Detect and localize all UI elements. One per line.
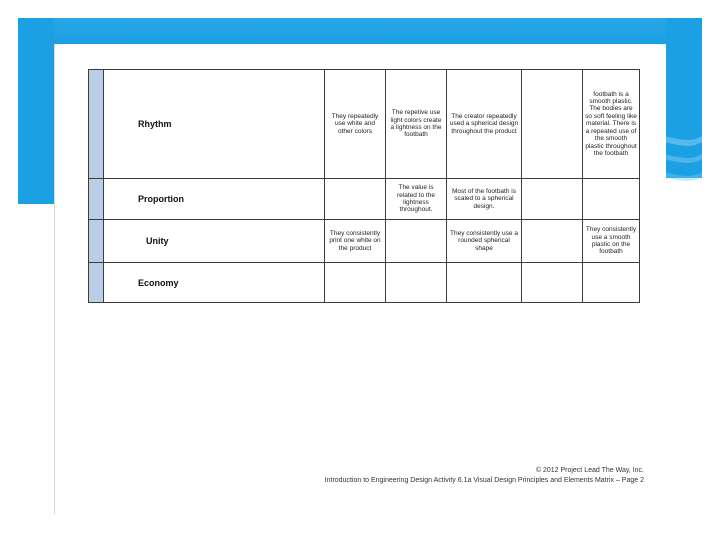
row-label-economy: Economy: [104, 263, 325, 303]
table-cell: [386, 263, 447, 303]
table-cell: [325, 263, 386, 303]
slide-frame-left: [18, 18, 54, 204]
principles-table: [88, 69, 640, 303]
table-row: [89, 179, 640, 220]
table-cell: The creator repeatedly used a spherical design throughout the product: [447, 70, 522, 179]
design-matrix: [88, 69, 640, 303]
table-row: [89, 70, 640, 179]
table-cell: [583, 263, 640, 303]
table-row: [89, 220, 640, 263]
table-cell: Most of the footbath is scaled to a spherical design.: [447, 179, 522, 220]
table-cell: They consistently print one white on the product: [325, 220, 386, 263]
table-cell: They consistently use a smooth plastic on the footbath: [583, 220, 640, 263]
table-cell: The value is related to the lightness throughout.: [386, 179, 447, 220]
table-cell: [522, 179, 583, 220]
page-footer: [325, 466, 644, 486]
row-band: [89, 70, 104, 179]
row-band: [89, 220, 104, 263]
table-cell: [325, 179, 386, 220]
table-cell: [522, 70, 583, 179]
table-cell: footbath is a smooth plastic. The bodies are so soft feeling like material. There is a repeated use of the smooth plastic throughout the footbath: [583, 70, 640, 179]
copyright-text: © 2012 Project Lead The Way, Inc.: [535, 467, 644, 474]
row-label-proportion: Proportion: [104, 179, 325, 220]
table-cell: [583, 179, 640, 220]
table-cell: They repeatedly use white and other colors: [325, 70, 386, 179]
table-cell: [522, 263, 583, 303]
table-cell: [447, 263, 522, 303]
slide-frame-top: [18, 18, 702, 44]
table-cell: The repetive use light colors create a lightness on the footbath: [386, 70, 447, 179]
table-cell: They consistently use a rounded spherical shape: [447, 220, 522, 263]
table-cell: [522, 220, 583, 263]
row-band: [89, 179, 104, 220]
row-label-unity: Unity: [104, 220, 325, 263]
table-cell: [386, 220, 447, 263]
slide-divider: [54, 44, 55, 514]
course-reference-text: Introduction to Engineering Design Activity 6.1a Visual Design Principles and Elements Matrix – Page 2: [324, 477, 644, 484]
row-band: [89, 263, 104, 303]
row-label-rhythm: Rhythm: [104, 70, 325, 179]
table-row: [89, 263, 640, 303]
